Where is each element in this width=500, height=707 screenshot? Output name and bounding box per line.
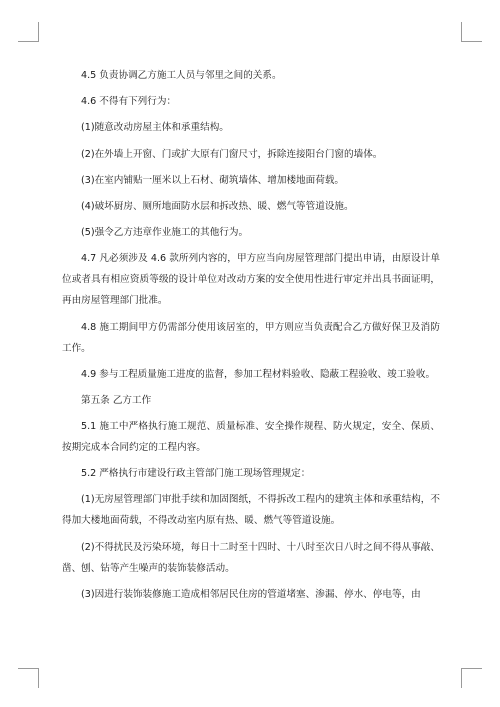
- list-item-4-6-1: (1)随意改动房屋主体和承重结构。: [81, 122, 229, 134]
- paragraph-4-6: 4.6 不得有下列行为：: [81, 96, 177, 108]
- crop-mark-bottom-right: [461, 668, 462, 688]
- crop-mark-top-right: [461, 22, 462, 42]
- section-heading-article-5: 第五条 乙方工作: [81, 394, 152, 406]
- document-body: [62, 65, 440, 610]
- crop-mark-top-left: [18, 41, 39, 42]
- paragraph-5-2: 5.2 严格执行市建设行政主管部门施工现场管理规定：: [81, 468, 311, 480]
- paragraph-4-9: 4.9 参与工程质量施工进度的监督，参加工程材料验收、隐蔽工程验收、竣工验收。: [81, 368, 436, 380]
- list-item-4-6-5: (5)强令乙方违章作业施工的其他行为。: [81, 227, 249, 239]
- paragraph-4-5: 4.5 负责协调乙方施工人员与邻里之间的关系。: [81, 70, 282, 81]
- list-item-4-6-4: (4)破坏厨房、厕所地面防水层和拆改热、暖、燃气等管道设施。: [81, 200, 354, 212]
- list-item-5-2-3: (3)因进行装饰装修施工造成相邻居民住房的管道堵塞、渗漏、停水、停电等，由: [81, 588, 421, 600]
- crop-mark-top-right: [461, 41, 482, 42]
- crop-mark-bottom-right: [461, 668, 482, 669]
- paragraph-4-7: 4.7 凡必须涉及 4.6 款所列内容的，甲方应当向房屋管理部门提出申请，由原设计单位或者具有相应资质等级的设计单位对改动方案的安全使用性进行审定并出具书面证明，再由房屋管理部门批准。: [62, 253, 440, 307]
- list-item-5-2-2: (2)不得扰民及污染环境，每日十二时至十四时、十八时至次日八时之间不得从事敲、凿、刨、钻等产生噪声的装饰装修活动。: [62, 541, 440, 574]
- paragraph-4-8: 4.8 施工期间甲方仍需部分使用该居室的，甲方则应当负责配合乙方做好保卫及消防工作。: [62, 321, 440, 354]
- crop-mark-bottom-left: [38, 668, 39, 688]
- list-item-4-6-3: (3)在室内铺贴一厘米以上石材、砌筑墙体、增加楼地面荷载。: [81, 174, 345, 186]
- crop-mark-bottom-left: [18, 668, 39, 669]
- list-item-4-6-2: (2)在外墙上开窗、门或扩大原有门窗尺寸，拆除连接阳台门窗的墙体。: [81, 148, 383, 160]
- crop-mark-top-left: [38, 22, 39, 42]
- list-item-5-2-1: (1)无房屋管理部门审批手续和加固图纸，不得拆改工程内的建筑主体和承重结构，不得加大楼地面荷载，不得改动室内原有热、暖、燃气等管道设施。: [62, 494, 440, 527]
- paragraph-5-1: 5.1 施工中严格执行施工规范、质量标准、安全操作规程、防火规定，安全、保质、按期完成本合同约定的工程内容。: [62, 421, 440, 454]
